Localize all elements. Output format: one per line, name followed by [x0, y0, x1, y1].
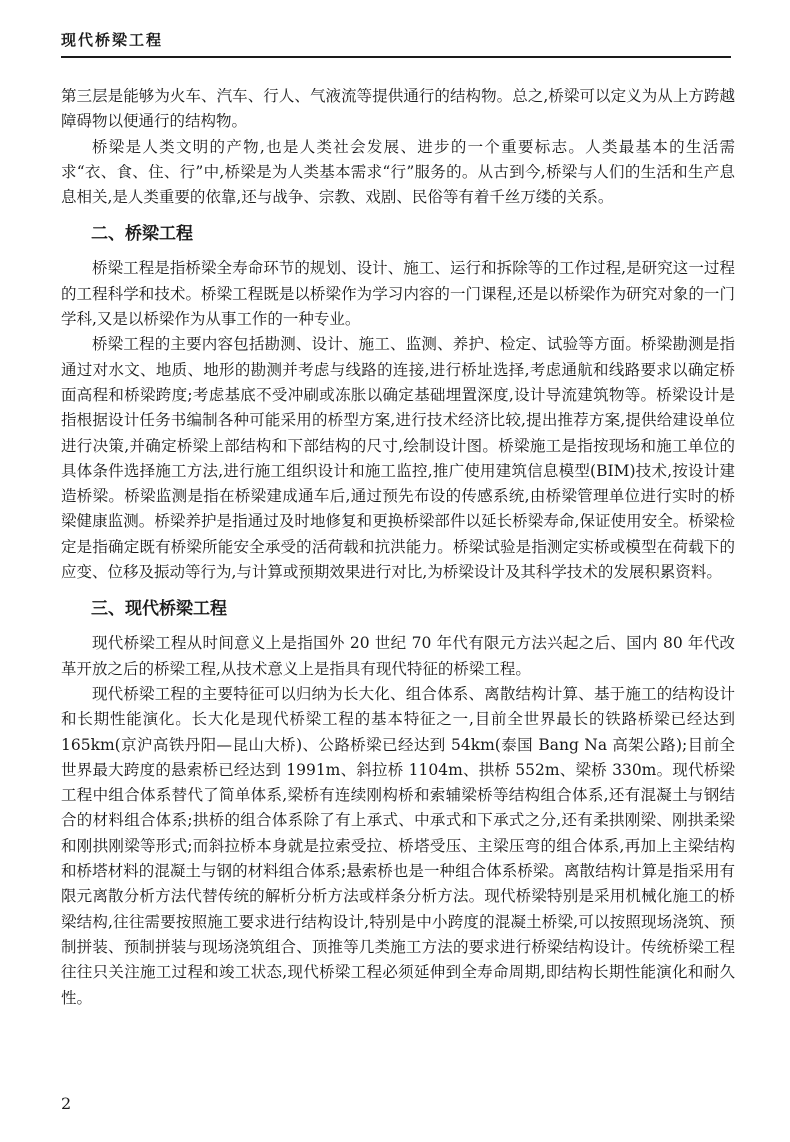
running-title: 现代桥梁工程: [61, 31, 164, 49]
paragraph-civilization: 桥梁是人类文明的产物,也是人类社会发展、进步的一个重要标志。人类最基本的生活需求“衣、食、住、行”中,桥梁是为人类基本需求“行”服务的。从古到今,桥梁与人们的生活和生产息息相关,是人类重要的依靠,还与战争、宗教、戏剧、民俗等有着千丝万缕的关系。: [61, 137, 735, 207]
header-rule: [61, 56, 731, 58]
page-number: 2: [61, 1094, 72, 1113]
paragraph-modern-features: 现代桥梁工程的主要特征可以归纳为长大化、组合体系、离散结构计算、基于施工的结构设计和长期性能演化。长大化是现代桥梁工程的基本特征之一,目前全世界最长的铁路桥梁已经达到 165km(京沪高铁丹阳—昆山大桥)、公路桥梁已经达到 54km(泰国 Bang Na 高架公路);目前全世界最大跨度的悬索桥已经达到 1991m、斜拉桥 1104m、拱桥 552m、梁桥 330m。现代桥梁工程中组合体系替代了简单体系,梁桥有连续刚构桥和索辅梁桥等结构组合体系,还有混凝土与钢结合的材料组合体系;拱桥的组合体系除了有上承式、中承式和下承式之分,还有柔拱刚梁、刚拱柔梁和刚拱刚梁等形式;而斜拉桥本身就是拉索受拉、桥塔受压、主梁压弯的组合体系,再加上主梁结构和桥塔材料的混凝土与钢的材料组合体系;悬索桥也是一种组合体系桥梁。离散结构计算是指采用有限元离散分析方法代替传统的解析分析方法或样条分析方法。现代桥梁特别是采用机械化施工的桥梁结构,往往需要按照施工要求进行结构设计,特别是中小跨度的混凝土桥梁,可以按照现场浇筑、预制拼装、预制拼装与现场浇筑组合、顶推等几类施工方法的要求进行桥梁结构设计。传统桥梁工程往往只关注施工过程和竣工状态,现代桥梁工程必须延伸到全寿命周期,即结构长期性能演化和耐久性。: [61, 684, 735, 1007]
paragraph-modern-definition: 现代桥梁工程从时间意义上是指国外 20 世纪 70 年代有限元方法兴起之后、国内 80 年代改革开放之后的桥梁工程,从技术意义上是指具有现代特征的桥梁工程。: [61, 634, 735, 678]
section-heading-modern-bridge-engineering: 三、现代桥梁工程: [91, 599, 227, 620]
paragraph-main-content: 桥梁工程的主要内容包括勘测、设计、施工、监测、养护、检定、试验等方面。桥梁勘测是指通过对水文、地质、地形的勘测并考虑与线路的连接,进行桥址选择,考虑通航和线路要求以确定桥面高程和桥梁跨度;考虑基底不受冲刷或冻胀以确定基础埋置深度,设计导流建筑物等。桥梁设计是指根据设计任务书编制各种可能采用的桥型方案,进行技术经济比较,提出推荐方案,提供给建设单位进行决策,并确定桥梁上部结构和下部结构的尺寸,绘制设计图。桥梁施工是指按现场和施工单位的具体条件选择施工方法,进行施工组织设计和施工监控,推广使用建筑信息模型(BIM)技术,按设计建造桥梁。桥梁监测是指在桥梁建成通车后,通过预先布设的传感系统,由桥梁管理单位进行实时的桥梁健康监测。桥梁养护是指通过及时地修复和更换桥梁部件以延长桥梁寿命,保证使用安全。桥梁检定是指确定既有桥梁所能安全承受的活荷载和抗洪能力。桥梁试验是指测定实桥或模型在荷载下的应变、位移及振动等行为,与计算或预期效果进行对比,为桥梁设计及其科学技术的发展积累资料。: [61, 335, 735, 582]
paragraph-definition: 桥梁工程是指桥梁全寿命环节的规划、设计、施工、运行和拆除等的工作过程,是研究这一过程的工程科学和技术。桥梁工程既是以桥梁作为学习内容的一门课程,还是以桥梁作为研究对象的一门学科,又是以桥梁作为从事工作的一种专业。: [61, 259, 735, 329]
paragraph-continuation: 第三层是能够为火车、汽车、行人、气液流等提供通行的结构物。总之,桥梁可以定义为从上方跨越障碍物以便通行的结构物。: [61, 87, 735, 131]
section-heading-bridge-engineering: 二、桥梁工程: [91, 224, 193, 245]
page-body: [61, 84, 735, 1011]
